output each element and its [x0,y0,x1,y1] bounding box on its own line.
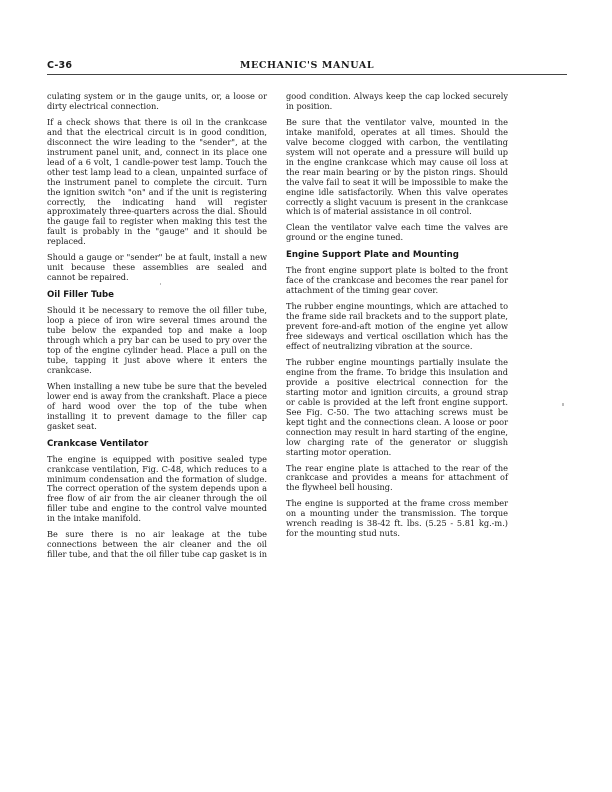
paragraph: Be sure that the ventilator valve, mounted in the intake manifold, operates at all times. Should the valve become clogged with carbon, the ventilating system will not operate and a pressure will build up in the engine crankcase which may cause oil loss at the rear main bearing or by the piston rings. Should the valve fail to seat it will be impossible to make the engine idle satisfactorily. When this valve operates correctly a slight vacuum is present in the crankcase which is of material assistance in oil control. [286,116,508,217]
paragraph: Be sure there is no air leakage at the tube connections between the air cleaner and the oil filler tube, and that the oil filler tube cap gasket is in [47,529,267,560]
paragraph: When installing a new tube be sure that the beveled lower end is away from the crankshaft. Place a piece of hard wood over the top of the tube when installing it to prevent damage to the filler cap gasket seat. [47,380,267,431]
scan-speck [562,403,564,406]
section-heading-engine-support-plate: Engine Support Plate and Mounting [286,250,459,261]
paragraph: Should a gauge or "sender" be at fault, install a new unit because these assemblies are sealed and cannot be repaired. [47,252,267,283]
paragraph: The rear engine plate is attached to the rear of the crankcase and provides a means for attachment of the flywheel bell housing. [286,462,508,493]
paragraph: good condition. Always keep the cap locked securely in position. [286,91,508,111]
page-header [47,60,567,75]
paragraph: culating system or in the gauge units, or, a loose or dirty electrical connection. [47,91,267,111]
paragraph: Should it be necessary to remove the oil filler tube, loop a piece of iron wire several times around the tube below the expanded top and make a loop through which a pry bar can be used to pry over the top of the engine cylinder head. Place a pull on the tube, tapping it just above where it enters the crankcase. [47,305,267,375]
scan-speck [160,283,161,285]
paragraph: The front engine support plate is bolted to the front face of the crankcase and becomes the rear panel for attachment of the timing gear cover. [286,265,508,296]
paragraph: If a check shows that there is oil in the crankcase and that the electrical circuit is in good condition, disconnect the wire leading to the "sender", at the instrument panel unit, and, connect in its place one lead of a 6 volt, 1 candle-power test lamp. Touch the other test lamp lead to a clean, unpainted surface of the instrument panel to complete the circuit. Turn the ignition switch "on" and if the unit is registering correctly, the indicating hand will register approximately three-quarters across the dial. Should the gauge fail to register when making this test the fault is probably in the "gauge" and it should be replaced. [47,116,268,247]
left-column [47,92,267,566]
right-column [286,92,508,545]
section-heading-oil-filler-tube: Oil Filler Tube [47,290,114,301]
paragraph: The rubber engine mountings, which are attached to the frame side rail brackets and to the support plate, prevent fore-and-aft motion of the engine yet allow free sideways and vertical oscillation which has the effect of neutralizing vibration at the source. [286,301,508,352]
paragraph: The rubber engine mountings partially insulate the engine from the frame. To bridge this insulation and provide a positive electrical connection for the starting motor and ignition circuits, a ground strap or cable is provided at the left front engine support. See Fig. C-50. The two attaching screws must be kept tight and the connections clean. A loose or poor connection may result in hard starting of the engine, low charging rate of the generator or sluggish starting motor operation. [286,356,508,457]
paragraph: Clean the ventilator valve each time the valves are ground or the engine tuned. [286,222,508,243]
section-heading-crankcase-ventilator: Crankcase Ventilator [47,438,149,449]
paragraph: The engine is equipped with positive sealed type crankcase ventilation, Fig. C-48, which reduces to a minimum condensation and the formation of sludge. The correct operation of the system depends upon a free flow of air from the air cleaner through the oil filler tube and engine to the control valve mounted in the intake manifold. [47,453,267,524]
paragraph: The engine is supported at the frame cross member on a mounting under the transmission. The torque wrench reading is 38-42 ft. lbs. (5.25 - 5.81 kg.-m.) for the mounting stud nuts. [286,498,508,539]
running-title: MECHANIC'S MANUAL [239,60,375,71]
page-number: C-36 [47,60,73,71]
